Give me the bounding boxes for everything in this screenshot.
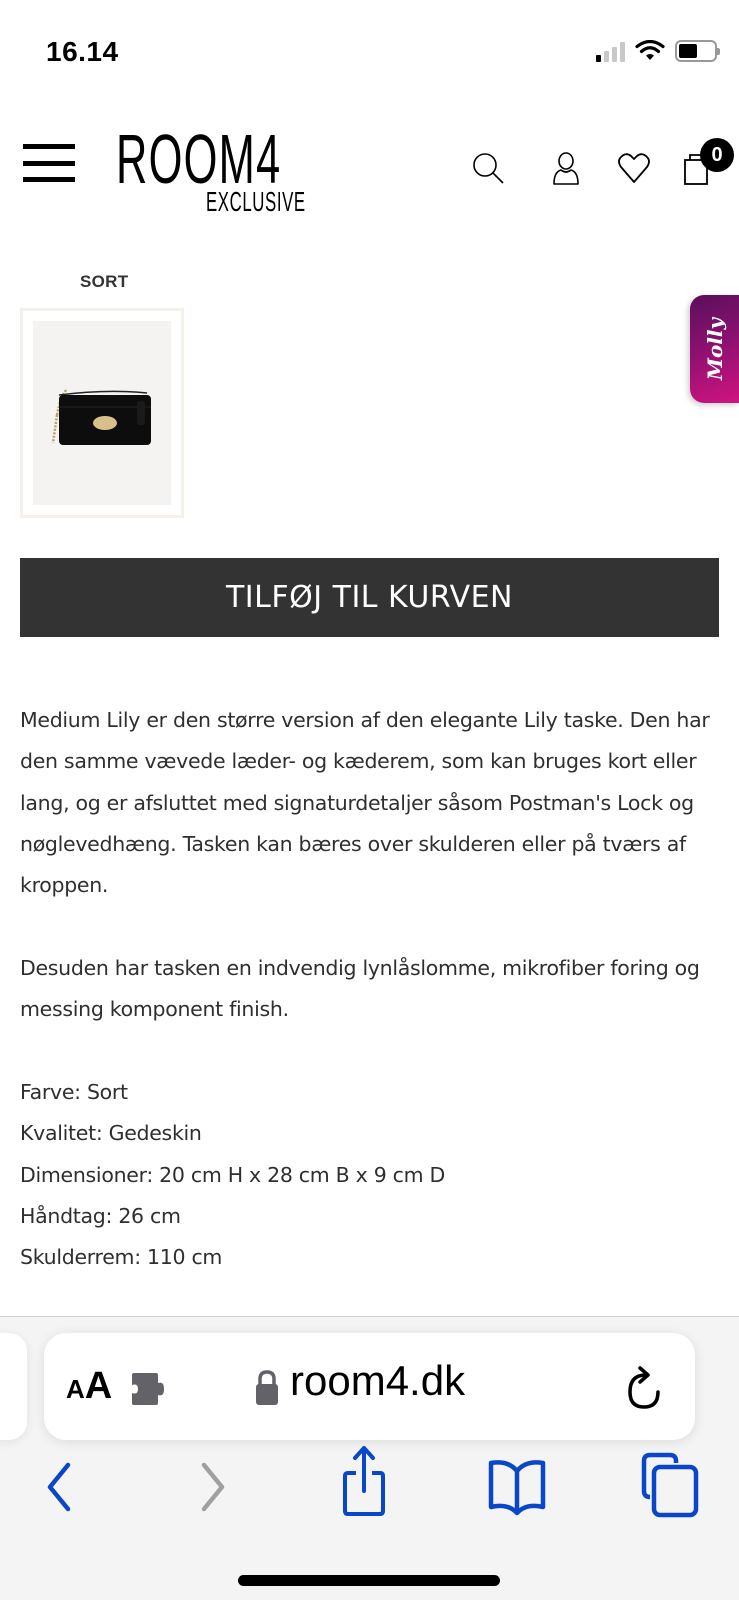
status-bar — [0, 0, 739, 100]
spec-quality: Kvalitet: Gedeskin — [20, 1121, 202, 1146]
spec-shoulder-strap: Skulderrem: 110 cm — [20, 1245, 223, 1270]
spec-color: Farve: Sort — [20, 1080, 128, 1104]
cart-count-badge: 0 — [700, 138, 734, 172]
status-icons — [596, 40, 717, 62]
chat-widget-tab[interactable] — [690, 295, 739, 403]
tabs-icon[interactable] — [640, 1451, 702, 1519]
reload-icon[interactable] — [622, 1365, 666, 1413]
spec-handle: Håndtag: 26 cm — [20, 1203, 181, 1228]
variant-thumbnail[interactable] — [20, 308, 184, 518]
product-image — [33, 321, 171, 505]
menu-icon[interactable] — [23, 144, 75, 182]
previous-tab-preview[interactable] — [0, 1333, 27, 1440]
product-specs — [20, 1072, 720, 1278]
forward-icon[interactable] — [196, 1457, 232, 1517]
page-settings-button[interactable]: AA — [66, 1365, 113, 1407]
logo-sub: EXCLUSIVE — [206, 186, 306, 217]
share-icon[interactable] — [338, 1443, 390, 1517]
user-icon[interactable] — [548, 150, 584, 186]
browser-toolbar — [0, 1316, 739, 1600]
logo[interactable] — [116, 120, 316, 224]
status-time: 16.14 — [46, 36, 119, 67]
logo-main: ROOM4 — [116, 120, 282, 198]
back-icon[interactable] — [40, 1457, 76, 1517]
lock-icon — [254, 1369, 280, 1407]
add-to-cart-button[interactable]: TILFØJ TIL KURVEN — [20, 558, 719, 637]
product-description — [20, 700, 720, 1270]
battery-icon — [675, 40, 717, 62]
extension-puzzle-icon[interactable] — [130, 1371, 172, 1407]
description-paragraph: Medium Lily er den større version af den elegante Lily taske. Den har den samme vævede læder- og kæderem, som kan bruges kort eller lang, og er afsluttet med signaturdetaljer såsom Postman's Lock og nøglevedhæng. Tasken kan bæres over skulderen eller på tværs af kroppen. — [20, 708, 710, 898]
chat-widget-label: Molly — [702, 317, 727, 381]
cellular-signal-icon — [596, 40, 625, 62]
heart-icon[interactable] — [616, 150, 652, 186]
description-paragraph: Desuden har tasken en indvendig lynlåslomme, mikrofiber foring og messing komponent finish. — [20, 956, 700, 1022]
site-header — [0, 110, 739, 230]
variant-label: SORT — [80, 272, 129, 291]
wifi-icon — [635, 40, 665, 62]
address-bar[interactable] — [44, 1333, 695, 1440]
search-icon[interactable] — [470, 150, 506, 186]
url-text[interactable]: room4.dk — [290, 1357, 466, 1404]
bookmarks-icon[interactable] — [486, 1457, 548, 1517]
home-indicator[interactable] — [238, 1575, 500, 1586]
spec-dimensions: Dimensioner: 20 cm H x 28 cm B x 9 cm D — [20, 1162, 445, 1187]
bag-image-icon — [47, 385, 157, 449]
